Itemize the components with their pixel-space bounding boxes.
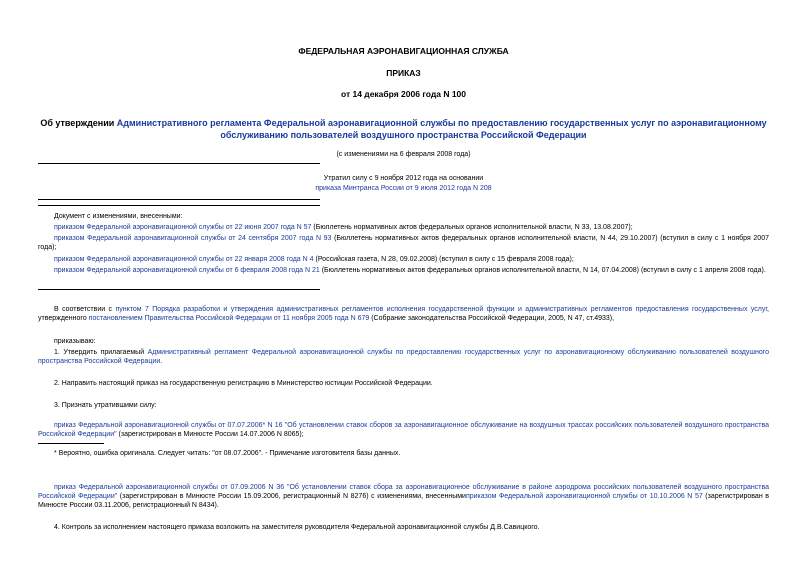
change-item-text: (Бюллетень нормативных актов федеральных органов исполнительной власти, N 14, 07.04.2008) (вступил в силу с 1 апреля 2008 года). <box>319 267 766 274</box>
doc-date: от 14 декабря 2006 года N 100 <box>340 89 467 99</box>
basis-text: , утвержденного <box>38 306 769 323</box>
clause-1-text: . <box>160 358 163 366</box>
change-item-link[interactable]: приказом Федеральной аэронавигационной службы от 22 июня 2007 года N 57 <box>54 224 312 231</box>
basis-text: В соответствии с <box>54 306 116 313</box>
clause-1 <box>38 348 769 366</box>
order-word: приказываю: <box>54 338 96 345</box>
divider <box>38 163 320 164</box>
divider <box>38 205 320 206</box>
change-item-link[interactable]: приказом Федеральной аэронавигационной службы от 6 февраля 2008 года N 21 <box>54 267 320 274</box>
change-item-text: (Бюллетень нормативных актов федеральных органов исполнительной власти, N 33, 13.08.2007); <box>311 224 633 231</box>
amended-note: (с изменениями на 6 февраля 2008 года) <box>336 151 471 158</box>
basis-paragraph <box>38 305 769 323</box>
basis-text: (Собрание законодательства Российской Федерации, 2005, N 47, ст.4933), <box>369 315 615 323</box>
doc-type: ПРИКАЗ <box>386 68 421 78</box>
change-item-link[interactable]: приказом Федеральной аэронавигационной службы от 24 сентября 2007 года N 93 <box>54 235 332 242</box>
clause-1-regulation-link[interactable]: Административный регламент Федеральной аэронавигационной службы по предоставлению государственных услуг по аэронавигационному обслуживанию пользователей воздушного пространства Российской Федерации <box>38 349 770 366</box>
title-prefix: Об утверждении <box>40 118 117 128</box>
clause-2: 2. Направить настоящий приказ на государственную регистрацию в Министерство юстиции Российской Федерации. <box>54 380 433 387</box>
expired-order-link[interactable]: приказа Минтранса России от 9 июля 2012 года N 208 <box>315 185 492 192</box>
expired-line: Утратил силу с 9 ноября 2012 года на основании <box>323 175 484 182</box>
divider <box>38 289 320 290</box>
change-item <box>38 223 769 232</box>
footnote: * Вероятно, ошибка оригинала. Следует читать: "от 08.07.2006". - Примечание изготовителя базы данных. <box>54 450 401 457</box>
clause-4: 4. Контроль за исполнением настоящего приказа возложить на заместителя руководителя Федеральной аэронавигационной службы Д.В.Савицкого. <box>54 524 540 531</box>
changes-intro: Документ с изменениями, внесенными: <box>54 213 183 220</box>
change-item-text: (Бюллетень нормативных актов федеральных органов исполнительной власти, N 44, 29.10.2007) (вступил в силу с 1 ноября 2007 года); <box>38 235 769 252</box>
clause-3b-order-link[interactable]: приказ Федеральной аэронавигационной службы от 07.09.2006 N 36 "Об установлении ставок сбора за аэронавигационное обслуживание в районе аэродрома российских пользователей воздушного пространства Российской Федерации" <box>38 484 769 501</box>
divider <box>38 199 320 200</box>
clause-3b-amendment-link[interactable]: приказом Федеральной аэронавигационной службы от 10.10.2006 N 57 <box>465 493 703 501</box>
change-item-link[interactable]: приказом Федеральной аэронавигационной службы от 22 января 2008 года N 4 <box>54 256 314 263</box>
title-regulation-link[interactable]: Административного регламента Федеральной аэронавигационной службы по предоставлению государственных услуг по аэронавигационному обслуживанию пользователей воздушного пространства Российской Федерации <box>116 118 767 140</box>
basis-link-decree[interactable]: постановлением Правительства Российской Федерации от 11 ноября 2005 года N 679 <box>88 315 370 323</box>
clause-3a <box>38 421 769 439</box>
document-title <box>20 118 787 141</box>
agency-name: ФЕДЕРАЛЬНАЯ АЭРОНАВИГАЦИОННАЯ СЛУЖБА <box>298 46 509 56</box>
change-item-text: (Российская газета, N 28, 09.02.2008) (вступил в силу с 15 февраля 2008 года); <box>313 256 574 263</box>
clause-3: 3. Признать утратившими силу: <box>54 402 157 409</box>
basis-link-procedure[interactable]: пунктом 7 Порядка разработки и утверждения административных регламентов исполнения государственной функции и административных регламентов предоставления государственных услуг <box>115 306 768 313</box>
clause-3b <box>38 483 769 510</box>
footnote-divider <box>38 443 104 444</box>
clause-1-text: 1. Утвердить прилагаемый <box>54 349 148 356</box>
clause-3b-text: (зарегистрирован в Минюсте России 03.11.2006, регистрационный N 8434). <box>38 493 769 510</box>
clause-3a-text: (зарегистрирован в Минюсте России 14.07.2006 N 8065); <box>116 431 304 439</box>
clause-3a-order-link[interactable]: приказ Федеральной аэронавигационной службы от 07.07.2006* N 16 "Об установлении ставок сборов за аэронавигационное обслуживание на воздушных трассах российских пользователей воздушного пространства Российской Федерации" <box>38 422 769 439</box>
change-item <box>38 255 769 264</box>
clause-3b-text: (зарегистрирован в Минюсте России 15.09.2006, регистрационный N 8276) с изменениями, внесенными <box>117 493 466 501</box>
change-item <box>38 266 769 275</box>
change-item <box>38 234 769 252</box>
